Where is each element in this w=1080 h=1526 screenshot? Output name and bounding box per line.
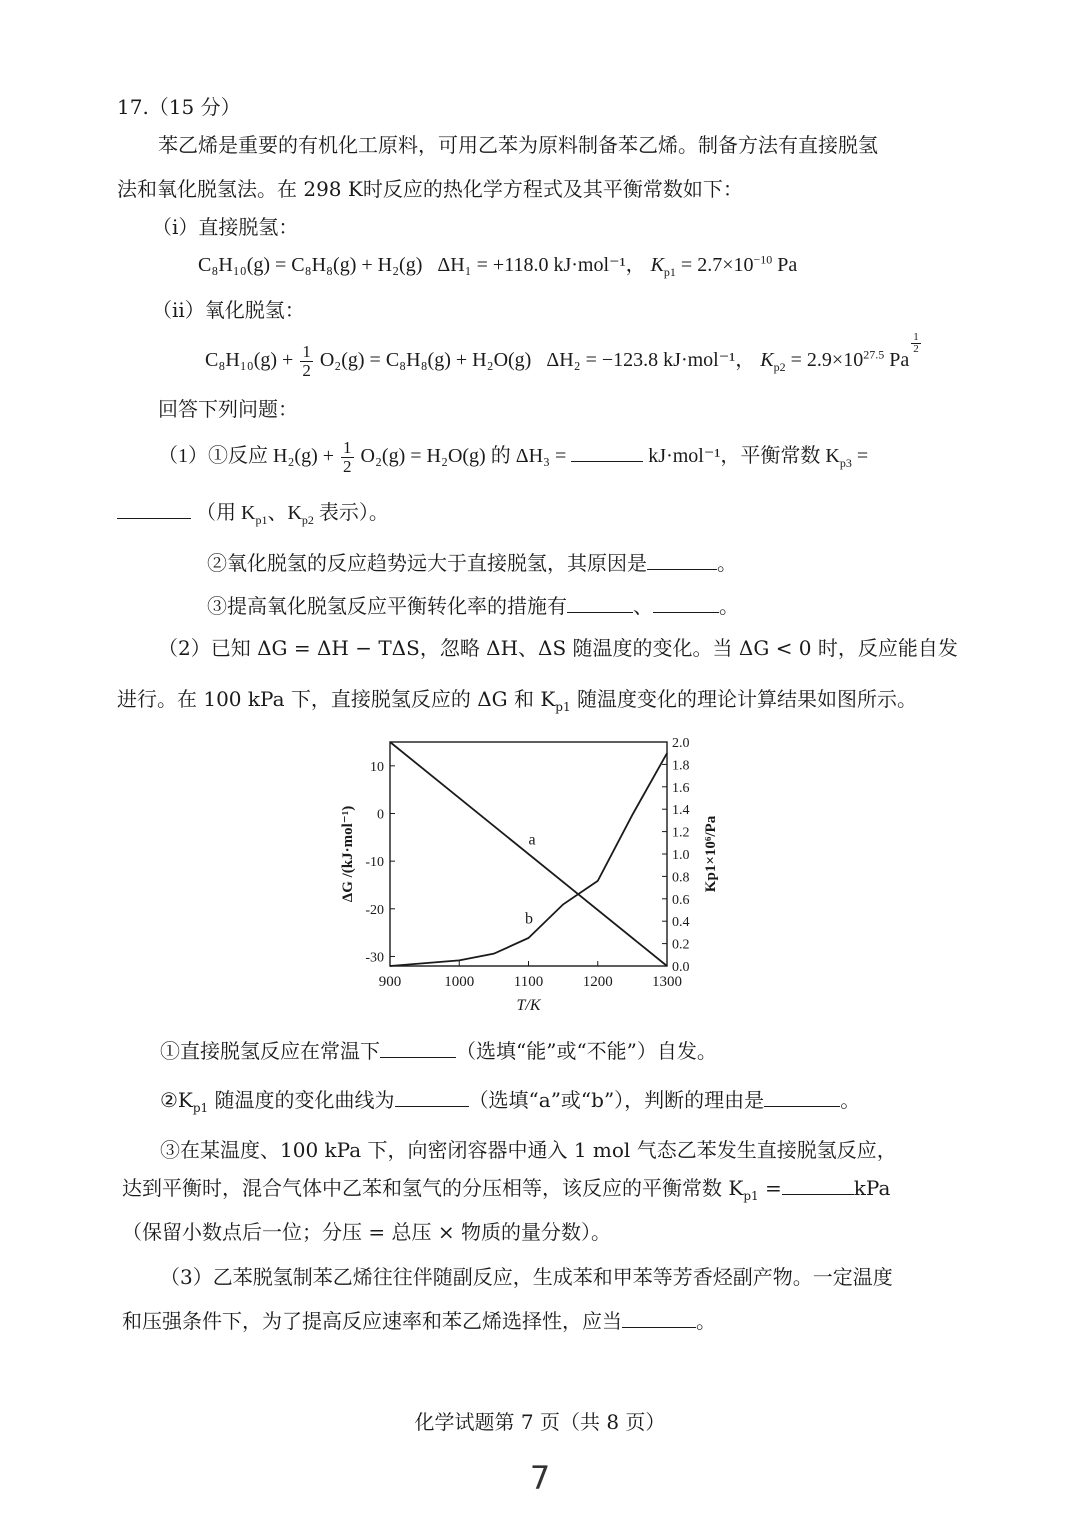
q1-line-2 — [117, 500, 389, 526]
eq2-k-exp: 27.5 — [863, 347, 885, 362]
y-right-tick-label: 0.4 — [672, 915, 690, 931]
q2-sub-3-line-3: （保留小数点后一位；分压 = 总压 × 物质的量分数）。 — [122, 1220, 611, 1244]
equation-1 — [198, 252, 797, 278]
footer-page-label: 化学试题第 7 页（共 8 页） — [414, 1410, 666, 1434]
equation-2 — [205, 331, 923, 384]
q2-sub2-blank-2[interactable] — [764, 1088, 840, 1107]
y-right-tick-label: 0.8 — [672, 870, 690, 886]
series-a-label: a — [528, 831, 536, 849]
question-header: 17.（15 分） — [117, 95, 241, 119]
q1-line2-a: （用 K — [196, 502, 256, 524]
q2-sub1-b: （选填“能”或“不能”）自发。 — [456, 1039, 717, 1063]
q2-sub1-a: ①直接脱氢反应在常温下 — [160, 1039, 380, 1063]
q2-sub2-c: （选填“a”或“b”），判断的理由是 — [468, 1088, 765, 1112]
x-tick-label: 1200 — [582, 974, 613, 990]
q2-line2-a: 进行。在 100 kPa 下，直接脱氢反应的 ΔG 和 K — [117, 687, 556, 711]
y-right-tick-label: 1.4 — [672, 803, 690, 819]
y-left-tick-label: -10 — [365, 855, 384, 871]
q2-sub2-d: 。 — [840, 1088, 861, 1112]
y-right-tick-label: 0.2 — [672, 937, 690, 953]
eq2-lhs-b: O₂(g) = C₈H₈(g) + H₂O(g) — [319, 349, 532, 371]
y-right-tick-label: 1.0 — [672, 848, 690, 863]
q1-sub3-blank-1[interactable] — [567, 594, 633, 613]
dg-kp-chart — [330, 728, 730, 1028]
x-tick-label: 1100 — [513, 974, 544, 990]
q2-sub3-blank[interactable] — [782, 1176, 854, 1195]
item-ii-label: （ii）氧化脱氢： — [152, 298, 305, 322]
eq2-k: K — [760, 349, 774, 371]
footer-page-number: 7 — [529, 1459, 551, 1497]
q1-line2-sub1: p1 — [255, 513, 268, 527]
q1-sub2-text: ②氧化脱氢的反应趋势远大于直接脱氢，其原因是 — [207, 551, 647, 575]
y-left-tick-label: 10 — [370, 759, 384, 775]
eq1-k-exp: −10 — [753, 252, 773, 267]
q1-sub2-end: 。 — [717, 551, 737, 575]
q2-sub2-blank-1[interactable] — [395, 1088, 469, 1107]
x-axis-label: T/K — [516, 997, 541, 1014]
q2-sub3-line2-sub: p1 — [743, 1189, 759, 1203]
y-left-axis-label: ΔG /(kJ·mol⁻¹) — [340, 805, 356, 903]
y-left-tick-label: -30 — [365, 950, 384, 966]
y-right-tick-label: 0.0 — [672, 960, 690, 975]
y-left-tick-label: -20 — [365, 902, 384, 918]
q1-line1-d: = — [851, 445, 869, 467]
q2-sub3-line2-c: kPa — [853, 1176, 891, 1200]
q1-sub3-text: ③提高氧化脱氢反应平衡转化率的措施有 — [207, 594, 567, 618]
q1-sub-2 — [207, 550, 737, 576]
y-right-tick-label: 2.0 — [672, 736, 690, 751]
q3-line-2 — [122, 1308, 716, 1334]
q2-line2-sub: p1 — [555, 700, 571, 714]
q1-sub3-end: 。 — [719, 594, 739, 618]
q1-line1-a: （1）①反应 H₂(g) + — [158, 445, 335, 467]
q2-sub-2 — [160, 1087, 860, 1113]
q1-sub3-mid: 、 — [633, 594, 653, 618]
q1-line-1 — [158, 432, 868, 480]
q1-fraction: $\frac{1}{2}$ — [343, 437, 352, 476]
eq2-dh: ΔH₂ = −123.8 kJ·mol⁻¹， — [546, 349, 756, 371]
q2-sub2-b: 随温度的变化曲线为 — [208, 1088, 395, 1112]
q1-line2-mid: 、K — [267, 502, 302, 524]
q1-line1-b: O₂(g) = H₂O(g) 的 ΔH₃ = — [360, 445, 567, 467]
series-b-line — [390, 753, 667, 966]
q2-sub1-blank[interactable] — [380, 1039, 456, 1058]
q1-line2-sub2: p2 — [301, 513, 314, 527]
q2-sub-1 — [160, 1038, 717, 1064]
q2-sub3-line2-a: 达到平衡时，混合气体中乙苯和氢气的分压相等，该反应的平衡常数 K — [122, 1176, 744, 1200]
eq2-lhs-a: C₈H₁₀(g) + — [205, 349, 294, 371]
q2-line-2 — [117, 686, 917, 712]
eq1-dh: ΔH₁ = +118.0 kJ·mol⁻¹， — [437, 254, 646, 276]
y-right-tick-label: 0.6 — [672, 892, 690, 908]
eq1-k: K — [650, 254, 664, 276]
y-right-tick-label: 1.2 — [672, 825, 690, 841]
q1-sub3-blank-2[interactable] — [653, 594, 719, 613]
q1-sub-3 — [207, 593, 739, 619]
eq1-k-val: = 2.7×10 — [675, 254, 754, 276]
y-right-axis-label: Kp1×10⁶/Pa — [703, 815, 719, 893]
q2-line-1: （2）已知 ΔG = ΔH − TΔS，忽略 ΔH、ΔS 随温度的变化。当 ΔG < 0 时，反应能自发 — [158, 636, 958, 660]
q2-sub2-a: ②K — [160, 1088, 193, 1112]
intro-line-2: 法和氧化脱氢法。在 298 K时反应的热化学方程式及其平衡常数如下： — [117, 177, 743, 201]
q1-line1-sub: p3 — [839, 456, 852, 470]
q1-line2-end: 表示）。 — [313, 502, 389, 524]
eq1-lhs: C₈H₁₀(g) = C₈H₈(g) + H₂(g) — [198, 254, 423, 276]
eq2-k-unit: Pa — [884, 349, 910, 371]
eq2-k-sub: p2 — [773, 360, 786, 374]
eq2-fraction: $\frac{1}{2}$ — [302, 341, 311, 380]
q1-dh3-blank[interactable] — [571, 443, 643, 462]
eq1-k-unit: Pa — [772, 254, 798, 276]
y-left-tick-label: 0 — [377, 807, 384, 823]
item-i-label: （i）直接脱氢： — [152, 215, 299, 239]
q1-kp3-blank[interactable] — [117, 500, 191, 519]
series-a-line — [390, 742, 667, 966]
answer-prompt: 回答下列问题： — [158, 397, 298, 421]
eq2-k-val: = 2.9×10 — [785, 349, 864, 371]
q3-line-1: （3）乙苯脱氢制苯乙烯往往伴随副反应，生成苯和甲苯等芳香烃副产物。一定温度 — [160, 1265, 893, 1289]
series-b-label: b — [525, 910, 534, 928]
y-right-tick-label: 1.8 — [672, 758, 690, 774]
q1-line1-c: kJ·mol⁻¹，平衡常数 K — [648, 445, 840, 467]
q2-line2-b: 随温度变化的理论计算结果如图所示。 — [570, 687, 917, 711]
q2-sub-3-line-1: ③在某温度、100 kPa 下，向密闭容器中通入 1 mol 气态乙苯发生直接脱氢反应， — [160, 1138, 897, 1162]
x-tick-label: 1000 — [444, 974, 475, 990]
intro-line-1: 苯乙烯是重要的有机化工原料，可用乙苯为原料制备苯乙烯。制备方法有直接脱氢 — [158, 133, 878, 157]
q3-line2-end: 。 — [696, 1309, 716, 1333]
x-tick-label: 900 — [378, 974, 402, 990]
y-right-tick-label: 1.6 — [672, 780, 690, 796]
q3-line2-text: 和压强条件下，为了提高反应速率和苯乙烯选择性，应当 — [122, 1309, 622, 1333]
eq1-k-sub: p1 — [663, 265, 676, 279]
q2-sub3-line2-b: = — [758, 1176, 782, 1200]
eq2-unit-exponent: $\frac{1}{2}$ — [913, 331, 919, 355]
q3-blank[interactable] — [622, 1309, 696, 1328]
q2-sub2-sub: p1 — [192, 1101, 209, 1115]
x-tick-label: 1300 — [652, 974, 682, 990]
q1-sub2-blank[interactable] — [647, 551, 717, 570]
q2-sub-3-line-2 — [122, 1175, 890, 1201]
